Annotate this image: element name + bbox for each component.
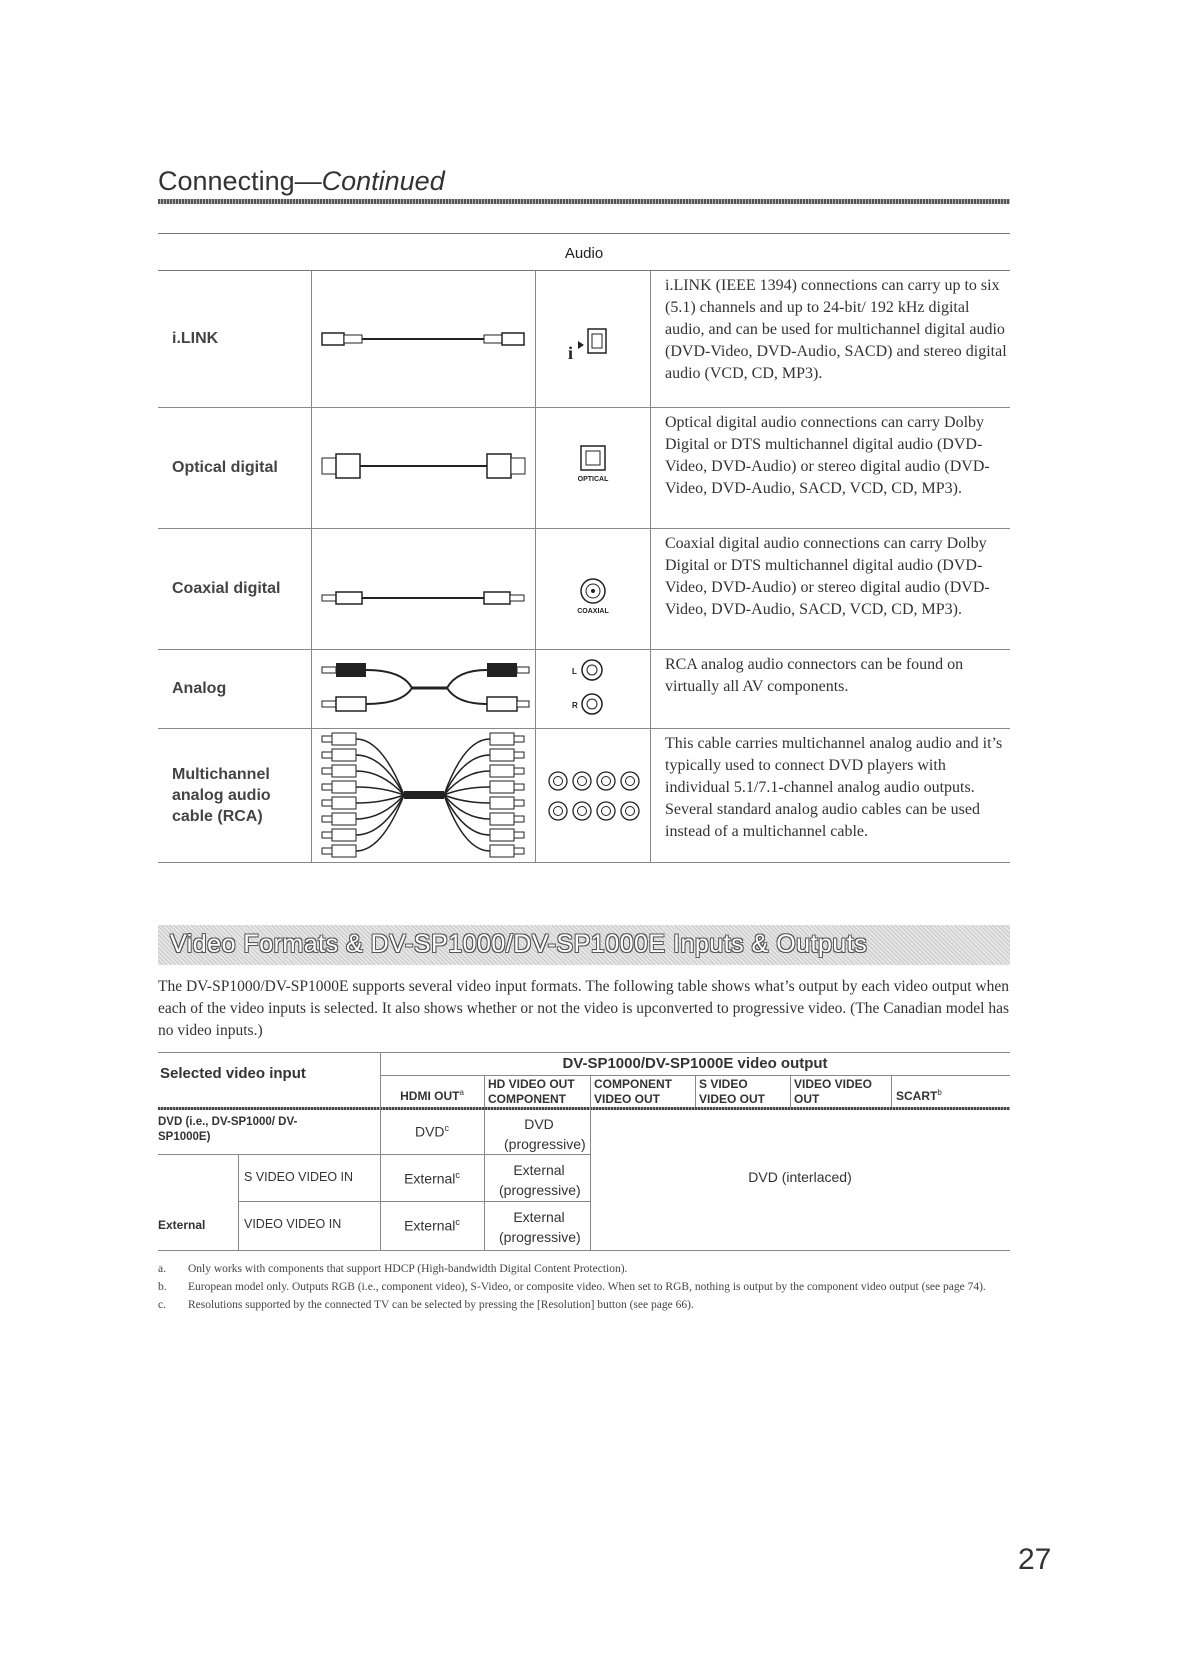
optical-port-icon bbox=[535, 408, 651, 528]
audio-row-description: i.LINK (IEEE 1394) connections can carry up to six (5.1) channels and up to 24-bit/ 192 kHz digital audio, and can be used for multichannel digital audio (DVD-Video, DVD-Audio, SACD) and stereo digital audio (VCD, CD, MP3). bbox=[650, 271, 1010, 407]
footnote-a: a. Only works with components that support HDCP (High-bandwidth Digital Content Protection). bbox=[158, 1263, 628, 1275]
table-header-rule bbox=[158, 1107, 1010, 1110]
audio-table-title: Audio bbox=[158, 233, 1010, 271]
col-header-video: VIDEO VIDEO OUT bbox=[794, 1077, 873, 1106]
cell-other-outputs: DVD (interlaced) bbox=[748, 1169, 852, 1185]
page-number: 27 bbox=[1018, 1543, 1052, 1576]
cell-dvd-hdmi: DVD$^c$ bbox=[414, 1123, 450, 1140]
analog-right-label: R bbox=[572, 701, 578, 710]
analog-cable-illustration bbox=[311, 650, 535, 728]
optical-port-label: OPTICAL bbox=[577, 476, 609, 483]
audio-row-description: This cable carries multichannel analog audio and it’s typically used to connect DVD players with individual 5.1/7.1-channel analog audio outputs. Several standard analog audio cables can be used instead of a multichannel cable. bbox=[650, 729, 1010, 862]
footnote-c: c. Resolutions supported by the connected TV can be selected by pressing the [Resolution] button (see page 66). bbox=[158, 1299, 694, 1311]
input-column-header: Selected video input bbox=[160, 1065, 306, 1082]
analog-port-icon bbox=[535, 650, 651, 728]
input-s-video-label: S VIDEO VIDEO IN bbox=[244, 1170, 354, 1184]
audio-row-multichannel bbox=[158, 729, 1010, 863]
audio-row-description: Coaxial digital audio connections can carry Dolby Digital or DTS multichannel digital audio (DVD-Video, DVD-Audio) or stereo digital audio (DVD-Video, DVD-Audio, SACD, VCD, CD, MP3). bbox=[650, 529, 1010, 649]
table-rule bbox=[891, 1075, 892, 1107]
audio-row-name: Coaxial digital bbox=[172, 580, 281, 597]
table-rule bbox=[158, 1052, 1010, 1053]
cell-video-hd-component: External (progressive) bbox=[499, 1209, 581, 1245]
input-video-label: VIDEO VIDEO IN bbox=[244, 1217, 342, 1231]
intro-paragraph: The DV-SP1000/DV-SP1000E supports several video input formats. The following table shows what’s output by each video output when each of the video inputs is selected. It also shows whether or not the video is upconverted to progressive video. (The Canadian model has no video inputs.) bbox=[158, 978, 1009, 1039]
ilink-port-icon bbox=[535, 271, 651, 407]
footnotes bbox=[158, 1261, 1010, 1315]
audio-row-description: Optical digital audio connections can carry Dolby Digital or DTS multichannel digital audio (DVD-Video, DVD-Audio) or stereo digital audio (DVD-Video, DVD-Audio, SACD, VCD, CD, MP3). bbox=[650, 408, 1010, 528]
video-output-table bbox=[158, 1052, 1010, 1252]
header-title-continued: —Continued bbox=[294, 166, 445, 196]
table-rule bbox=[790, 1075, 791, 1107]
audio-table bbox=[158, 233, 1010, 863]
audio-row-optical bbox=[158, 408, 1010, 529]
coaxial-port-icon bbox=[535, 529, 651, 649]
col-header-hd-component: HD VIDEO OUT COMPONENT bbox=[488, 1077, 575, 1106]
table-rule bbox=[238, 1154, 239, 1250]
audio-row-name: Multichannel analog audio cable (RCA) bbox=[172, 766, 271, 825]
coaxial-port-label: COAXIAL bbox=[577, 608, 609, 615]
section-banner bbox=[158, 925, 1010, 965]
audio-row-ilink bbox=[158, 271, 1010, 408]
multichannel-port-icon bbox=[535, 729, 651, 862]
page-header-title bbox=[158, 166, 445, 197]
section-banner-title: Video Formats & DV-SP1000/DV-SP1000E Inputs & Outputs bbox=[170, 930, 868, 958]
col-header-hdmi-out: HDMI OUT$^a$ bbox=[400, 1088, 464, 1103]
audio-row-description: RCA analog audio connectors can be found on virtually all AV components. bbox=[650, 650, 1010, 728]
cell-svideo-hd-component: External (progressive) bbox=[499, 1162, 581, 1198]
multichannel-cable-illustration bbox=[311, 729, 535, 862]
table-rule bbox=[484, 1075, 485, 1250]
col-header-component: COMPONENT VIDEO OUT bbox=[594, 1077, 672, 1106]
table-rule bbox=[158, 1250, 1010, 1251]
audio-row-analog bbox=[158, 650, 1010, 729]
col-header-s-video: S VIDEO VIDEO OUT bbox=[699, 1077, 766, 1106]
svg-text:i: i bbox=[568, 343, 574, 363]
table-rule bbox=[158, 1154, 590, 1155]
audio-row-name: i.LINK bbox=[172, 330, 219, 347]
coaxial-cable-illustration bbox=[311, 529, 535, 649]
table-rule bbox=[238, 1201, 590, 1202]
optical-cable-illustration bbox=[311, 408, 535, 528]
audio-row-name: Optical digital bbox=[172, 459, 278, 476]
output-group-header: DV-SP1000/DV-SP1000E video output bbox=[562, 1055, 828, 1072]
ilink-cable-illustration bbox=[311, 271, 535, 407]
input-external-group: External bbox=[158, 1218, 206, 1232]
cell-video-hdmi: External$^c$ bbox=[404, 1217, 460, 1234]
table-rule bbox=[590, 1075, 591, 1250]
analog-left-label: L bbox=[572, 667, 577, 676]
audio-row-name: Analog bbox=[172, 680, 227, 697]
audio-row-coaxial bbox=[158, 529, 1010, 650]
header-rule bbox=[158, 199, 1010, 204]
cell-svideo-hdmi: External$^c$ bbox=[404, 1170, 460, 1187]
header-title-main: Connecting bbox=[158, 166, 295, 196]
footnote-b: b. European model only. Outputs RGB (i.e., component video), S-Video, or composite video. When set to RGB, nothing is output by the component video output (see page 74). bbox=[158, 1281, 986, 1293]
col-header-scart: SCART$^b$ bbox=[896, 1088, 942, 1103]
table-rule bbox=[695, 1075, 696, 1107]
input-dvd-label: DVD (i.e., DV-SP1000/ DV-SP1000E) bbox=[158, 1116, 298, 1143]
cell-dvd-hd-component: DVD (progressive) bbox=[504, 1116, 586, 1152]
